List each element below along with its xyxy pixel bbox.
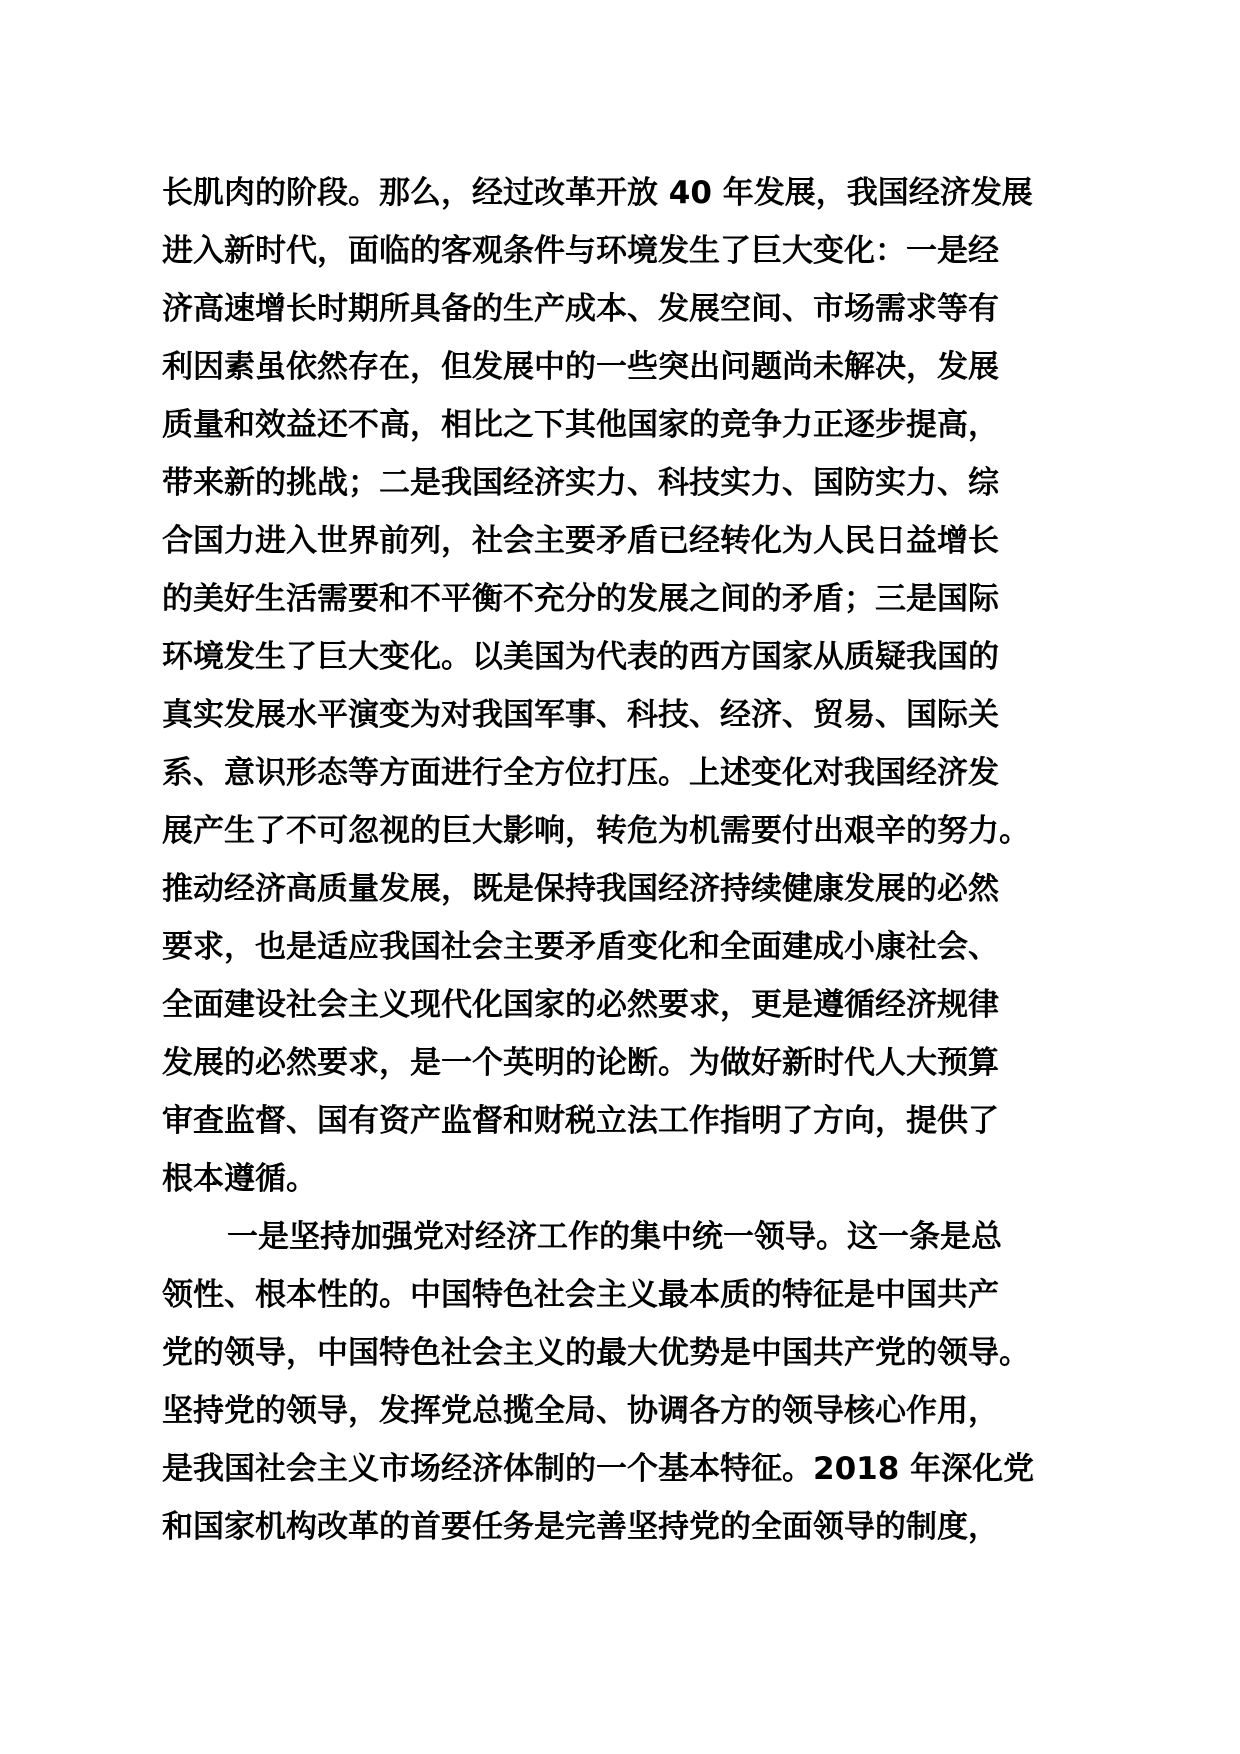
text-line-10: 真实发展水平演变为对我国军事、科技、经济、贸易、国际关 xyxy=(162,697,999,733)
text-line-14: 要求，也是适应我国社会主要矛盾变化和全面建成小康社会、 xyxy=(162,929,999,965)
text-line-12: 展产生了不可忽视的巨大影响，转危为机需要付出艰辛的努力。 xyxy=(162,813,1030,849)
text-line-23: 是我国社会主义市场经济体制的一个基本特征。2018 年深化党 xyxy=(162,1451,1035,1487)
text-line-15: 全面建设社会主义现代化国家的必然要求，更是遵循经济规律 xyxy=(162,987,999,1023)
text-line-17: 审查监督、国有资产监督和财税立法工作指明了方向，提供了 xyxy=(162,1103,999,1139)
text-line-2: 进入新时代，面临的客观条件与环境发生了巨大变化：一是经 xyxy=(162,233,999,269)
text-line-3: 济高速增长时期所具备的生产成本、发展空间、市场需求等有 xyxy=(162,291,999,327)
text-line-11: 系、意识形态等方面进行全方位打压。上述变化对我国经济发 xyxy=(162,755,999,791)
text-line-24: 和国家机构改革的首要任务是完善坚持党的全面领导的制度， xyxy=(162,1509,999,1545)
text-line-4: 利因素虽依然存在，但发展中的一些突出问题尚未解决，发展 xyxy=(162,349,999,385)
text-line-16: 发展的必然要求，是一个英明的论断。为做好新时代人大预算 xyxy=(162,1045,999,1081)
text-line-20: 领性、根本性的。中国特色社会主义最本质的特征是中国共产 xyxy=(162,1277,999,1313)
text-line-8: 的美好生活需要和不平衡不充分的发展之间的矛盾；三是国际 xyxy=(162,581,999,617)
text-line-6: 带来新的挑战；二是我国经济实力、科技实力、国防实力、综 xyxy=(162,465,999,501)
text-line-9: 环境发生了巨大变化。以美国为代表的西方国家从质疑我国的 xyxy=(162,639,999,675)
text-line-22: 坚持党的领导，发挥党总揽全局、协调各方的领导核心作用， xyxy=(162,1393,999,1429)
text-line-1: 长肌肉的阶段。那么，经过改革开放 40 年发展，我国经济发展 xyxy=(162,175,1033,211)
text-line-18: 根本遵循。 xyxy=(162,1161,317,1197)
text-line-7: 合国力进入世界前列，社会主要矛盾已经转化为人民日益增长 xyxy=(162,523,999,559)
text-line-21: 党的领导，中国特色社会主义的最大优势是中国共产党的领导。 xyxy=(162,1335,1030,1371)
text-line-19: 一是坚持加强党对经济工作的集中统一领导。这一条是总 xyxy=(227,1219,1002,1255)
text-line-13: 推动经济高质量发展，既是保持我国经济持续健康发展的必然 xyxy=(162,871,999,907)
text-line-5: 质量和效益还不高，相比之下其他国家的竞争力正逐步提高， xyxy=(162,407,999,443)
